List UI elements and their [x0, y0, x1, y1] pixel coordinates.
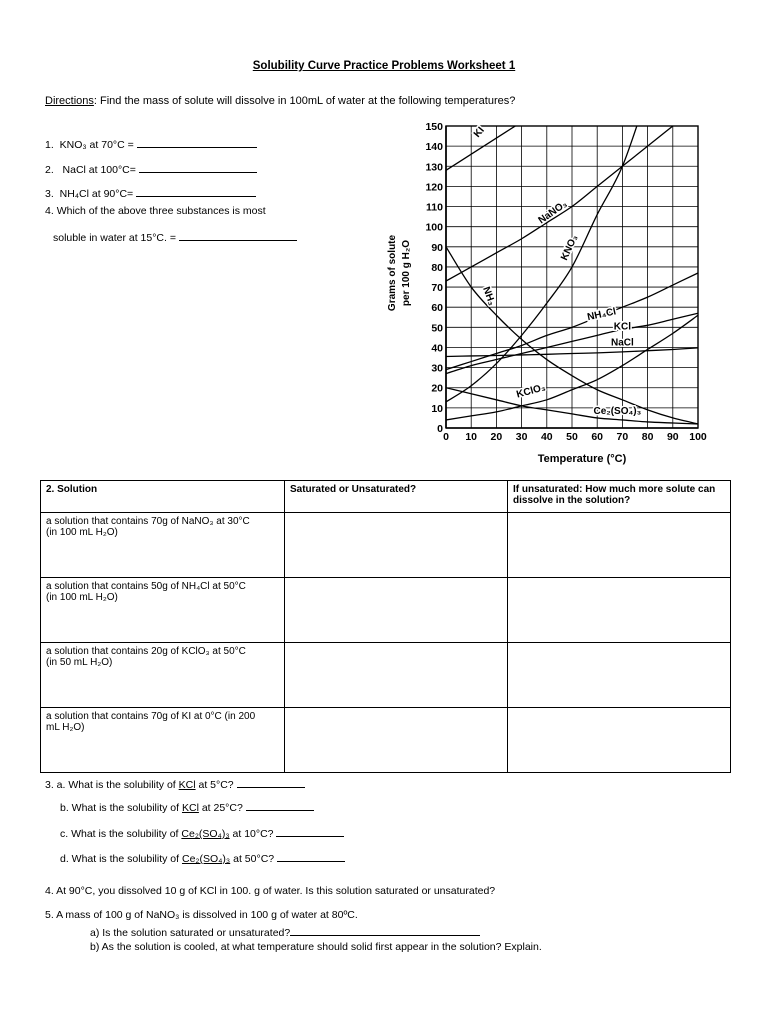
- question-suffix: at 50°C?: [230, 853, 275, 865]
- x-tick-label: 40: [540, 431, 553, 443]
- y-tick-label: 120: [425, 181, 443, 194]
- solution-cell: [41, 578, 285, 643]
- question-2: [45, 162, 257, 176]
- table-row: [41, 578, 731, 643]
- solution-cell: [41, 708, 285, 773]
- chart-grid: [446, 126, 698, 428]
- question-5b: b) As the solution is cooled, at what temperature should solid first appear in the solution? Explain.: [90, 941, 542, 953]
- series-label: NH₃: [480, 285, 498, 308]
- answer-blank[interactable]: [276, 826, 344, 837]
- solution-cell: [41, 513, 285, 578]
- x-tick-label: 10: [465, 431, 478, 443]
- saturated-answer-cell[interactable]: [285, 643, 508, 708]
- more-solute-answer-cell[interactable]: [508, 578, 731, 643]
- solubility-chart: [380, 118, 720, 468]
- series-label: NH₄Cl: [586, 306, 618, 324]
- answer-blank[interactable]: [137, 137, 257, 148]
- series-label: KI: [471, 125, 487, 140]
- question-suffix: at 10°C?: [229, 828, 274, 840]
- solution-line: mL H₂O): [46, 722, 85, 733]
- saturated-answer-cell[interactable]: [285, 578, 508, 643]
- series-label: KClO₃: [515, 382, 547, 401]
- directions-text: : Find the mass of solute will dissolve in 100mL of water at the following temperatures?: [93, 95, 516, 107]
- solution-line: a solution that contains 70g of NaNO₃ at 30°C: [46, 516, 250, 527]
- question-1: [45, 137, 257, 151]
- y-tick-label: 60: [431, 302, 443, 315]
- table-row: [41, 513, 731, 578]
- compound: Ce₂(SO₄)₃: [181, 828, 230, 840]
- question-text: NaCl at 100°C=: [62, 164, 136, 176]
- table-row: [41, 708, 731, 773]
- compound: Ce₂(SO₄)₃: [181, 853, 231, 865]
- y-tick-label: 110: [426, 201, 443, 214]
- question-3c: [60, 826, 344, 840]
- x-tick-label: 100: [689, 431, 707, 443]
- y-tick-label: 140: [425, 141, 443, 154]
- question-5-stem: 5. A mass of 100 g of NaNO₃ is dissolved in 100 g of water at 80ºC.: [45, 909, 358, 921]
- x-tick-label: 0: [443, 431, 449, 443]
- header-how-much-more: If unsaturated: How much more solute can dissolve in the solution?: [508, 481, 731, 513]
- y-axis-label-line2: per 100 g H₂O: [401, 239, 412, 307]
- question-5a: [90, 925, 480, 939]
- question-text: KNO₃ at 70°C =: [59, 139, 134, 151]
- solution-line: a solution that contains 50g of NH₄Cl at 50°C: [46, 581, 246, 592]
- question-number: 2.: [45, 164, 54, 176]
- table-row: [41, 643, 731, 708]
- y-tick-label: 0: [437, 423, 443, 435]
- question-prefix: 3. a. What is the solubility of: [45, 779, 179, 791]
- answer-blank[interactable]: [277, 851, 345, 862]
- question-prefix: d. What is the solubility of: [60, 853, 182, 865]
- y-tick-label: 70: [431, 282, 443, 295]
- y-tick-label: 100: [425, 221, 443, 234]
- x-tick-label: 20: [490, 431, 503, 443]
- more-solute-answer-cell[interactable]: [508, 513, 731, 578]
- solution-line: a solution that contains 70g of KI at 0°C (in 200: [46, 711, 256, 722]
- chart-series-labels: [472, 125, 642, 417]
- header-solution: 2. Solution: [41, 481, 285, 513]
- series-label: KNO₃: [559, 233, 581, 263]
- question-4-continued: [53, 230, 297, 244]
- y-tick-label: 10: [431, 402, 443, 415]
- question-number: 4.: [45, 205, 54, 217]
- answer-blank[interactable]: [139, 162, 257, 173]
- solution-table: [40, 480, 731, 773]
- x-tick-label: 50: [566, 431, 578, 443]
- more-solute-answer-cell[interactable]: [508, 708, 731, 773]
- saturated-answer-cell[interactable]: [285, 708, 508, 773]
- question-3a: [45, 777, 305, 791]
- answer-blank[interactable]: [290, 925, 480, 936]
- question-text: Which of the above three substances is most: [56, 205, 266, 217]
- y-tick-label: 50: [431, 322, 443, 335]
- more-solute-answer-cell[interactable]: [508, 643, 731, 708]
- solution-line: a solution that contains 20g of KClO₃ at 50°C: [46, 646, 246, 657]
- question-4-saturation: 4. At 90°C, you dissolved 10 g of KCl in 100. g of water. Is this solution saturated or unsaturated?: [45, 885, 496, 897]
- question-text: soluble in water at 15°C. =: [53, 232, 176, 244]
- y-tick-label: 20: [431, 382, 443, 395]
- worksheet-title: Solubility Curve Practice Problems Worksheet 1: [252, 60, 516, 72]
- directions: [45, 95, 515, 107]
- x-axis-label: Temperature (°C): [537, 453, 627, 465]
- question-suffix: at 25°C?: [198, 802, 243, 814]
- question-text: NH₄Cl at 90°C=: [59, 188, 134, 200]
- answer-blank[interactable]: [136, 186, 256, 197]
- question-prefix: b. What is the solubility of: [60, 802, 182, 814]
- series-label: NaCl: [611, 337, 634, 349]
- answer-blank[interactable]: [237, 777, 305, 788]
- question-3b: [60, 800, 314, 814]
- y-tick-label: 40: [431, 342, 443, 355]
- y-tick-label: 150: [425, 121, 443, 133]
- y-tick-label: 30: [431, 362, 443, 375]
- x-tick-label: 90: [666, 431, 679, 443]
- answer-blank[interactable]: [246, 800, 314, 811]
- solution-line: (in 100 mL H₂O): [46, 527, 118, 538]
- question-3d: [60, 851, 345, 865]
- x-tick-label: 70: [616, 431, 629, 443]
- question-4: [45, 205, 266, 217]
- solution-line: (in 100 mL H₂O): [46, 592, 118, 603]
- series-label: NaNO₃: [536, 198, 570, 227]
- y-tick-label: 80: [431, 261, 443, 274]
- y-tick-label: 90: [431, 241, 443, 254]
- question-prefix: c. What is the solubility of: [60, 828, 182, 840]
- series-label: KCl: [613, 321, 632, 333]
- question-text: a) Is the solution saturated or unsaturated?: [90, 927, 291, 939]
- y-axis-label-line1: Grams of solute: [387, 234, 398, 312]
- header-saturated: Saturated or Unsaturated?: [285, 481, 508, 513]
- table-header-row: [41, 481, 731, 513]
- compound: KCl: [178, 779, 196, 791]
- question-number: 1.: [45, 139, 54, 151]
- series-label: Ce₂(SO₄)₃: [593, 405, 642, 417]
- directions-label: Directions: [45, 95, 94, 107]
- x-tick-label: 80: [641, 431, 654, 443]
- question-number: 3.: [45, 188, 54, 200]
- question-3: [45, 186, 256, 200]
- answer-blank[interactable]: [179, 230, 297, 241]
- y-tick-label: 130: [425, 161, 443, 174]
- solution-cell: [41, 643, 285, 708]
- x-tick-label: 30: [515, 431, 528, 443]
- question-suffix: at 5°C?: [195, 779, 234, 791]
- solution-line: (in 50 mL H₂O): [46, 657, 113, 668]
- x-tick-label: 60: [591, 431, 604, 443]
- saturated-answer-cell[interactable]: [285, 513, 508, 578]
- compound: KCl: [181, 802, 199, 814]
